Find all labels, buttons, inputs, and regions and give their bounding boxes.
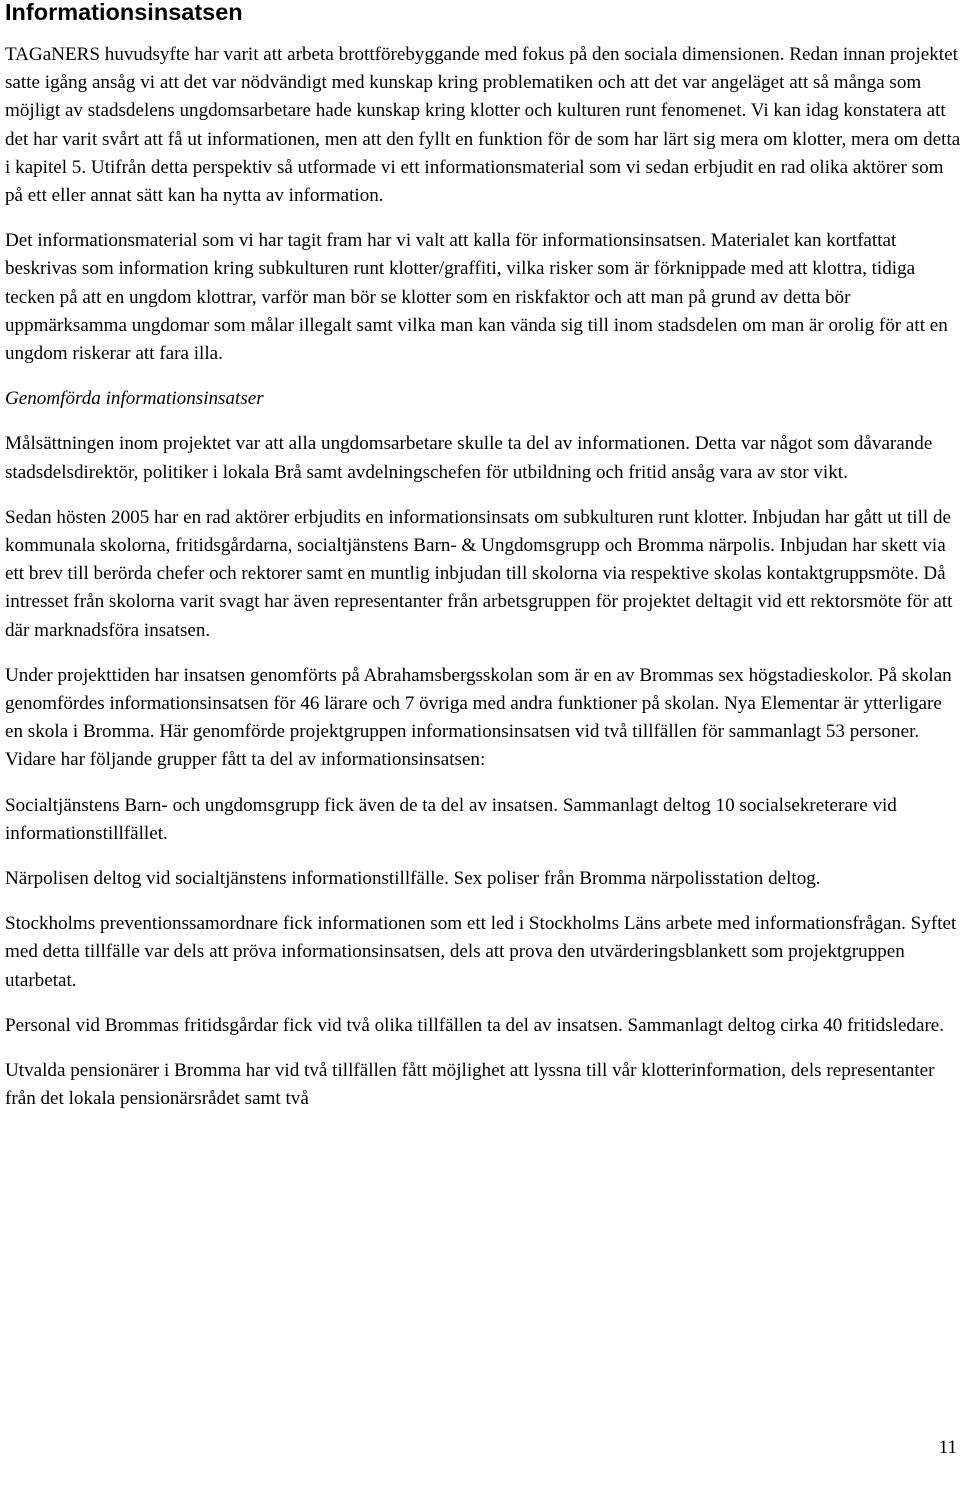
- paragraph: Personal vid Brommas fritidsgårdar fick vid två olika tillfällen ta del av insatsen. Sammanlagt deltog cirka 40 fritidsledare.: [5, 1014, 945, 1036]
- document-body: [5, 41, 960, 1114]
- paragraph: Det informationsmaterial som vi har tagit fram har vi valt att kalla för informationsinsatsen. Materialet kan kortfattat beskrivas som information kring subkulturen runt klotter/graffiti, vilka risker som är förknippade med att klottra, tidiga tecken på att en ungdom klottrar, varför man bör se klotter som en riskfaktor och att man på grund av detta bör uppmärksamma ungdomar som målar illegalt samt vilka man kan vända sig till inom stadsdelen om man är orolig för att en ungdom riskerar att fara illa.: [5, 230, 948, 365]
- paragraph: Närpolisen deltog vid socialtjänstens informationstillfälle. Sex poliser från Bromma närpolisstation deltog.: [5, 868, 821, 890]
- paragraph: Målsättningen inom projektet var att alla ungdomsarbetare skulle ta del av informationen. Detta var något som dåvarande stadsdelsdirektör, politiker i lokala Brå samt avdelningschefen för utbildning och fritid ansåg vara av stor vikt.: [5, 433, 933, 483]
- section-heading: Informationsinsatsen: [5, 0, 243, 25]
- paragraph: Under projekttiden har insatsen genomförts på Abrahamsbergsskolan som är en av Brommas sex högstadieskolor. På skolan genomfördes informationsinsatsen för 46 lärare och 7 övriga med andra funktioner på skolan. Nya Elementar är ytterligare en skola i Bromma. Här genomförde projektgruppen informationsinsatsen vid två tillfällen för sammanlagt 53 personer. Vidare har följande grupper fått ta del av informationsinsatsen:: [5, 664, 952, 771]
- subheading: Genomförda informationsinsatser: [5, 388, 264, 410]
- paragraph: Sedan hösten 2005 har en rad aktörer erbjudits en informationsinsats om subkulturen runt klotter. Inbjudan har gått ut till de kommunala skolorna, fritidsgårdarna, socialtjänstens Barn- & Ungdomsgrupp och Bromma närpolis. Inbjudan har skett via ett brev till berörda chefer och rektorer samt en muntlig inbjudan till skolorna via respektive skolas kontaktgruppsmöte. Då intresset från skolorna varit svagt har även representanter från arbetsgruppen för projektet deltagit vid ett rektorsmöte för att där marknadsföra insatsen.: [5, 506, 953, 641]
- paragraph: Utvalda pensionärer i Bromma har vid två tillfällen fått möjlighet att lyssna till vår klotterinformation, dels representanter från det lokala pensionärsrådet samt två: [5, 1060, 935, 1110]
- paragraph: TAGaNERS huvudsyfte har varit att arbeta brottförebyggande med fokus på den sociala dimensionen. Redan innan projektet satte igång ansåg vi att det var nödvändigt med kunskap kring problematiken och att det var angeläget att så många som möjligt av stadsdelens ungdomsarbetare hade kunskap kring klotter och kulturen runt fenomenet. Vi kan idag konstatera att det har varit svårt att få ut informationen, men att den fyllt en funktion för de som har lärt sig mera om klotter, mera om detta i kapitel 5. Utifrån detta perspektiv så utformade vi ett informationsmaterial som vi sedan erbjudit en rad olika aktörer som på ett eller annat sätt kan ha nytta av information.: [5, 44, 960, 207]
- paragraph: Stockholms preventionssamordnare fick informationen som ett led i Stockholms Läns arbete med informationsfrågan. Syftet med detta tillfälle var dels att pröva informationsinsatsen, dels att prova den utvärderingsblankett som projektgruppen utarbetat.: [5, 913, 957, 991]
- page-number: 11: [938, 1437, 957, 1458]
- paragraph: Socialtjänstens Barn- och ungdomsgrupp fick även de ta del av insatsen. Sammanlagt deltog 10 socialsekreterare vid informationstillfället.: [5, 794, 897, 844]
